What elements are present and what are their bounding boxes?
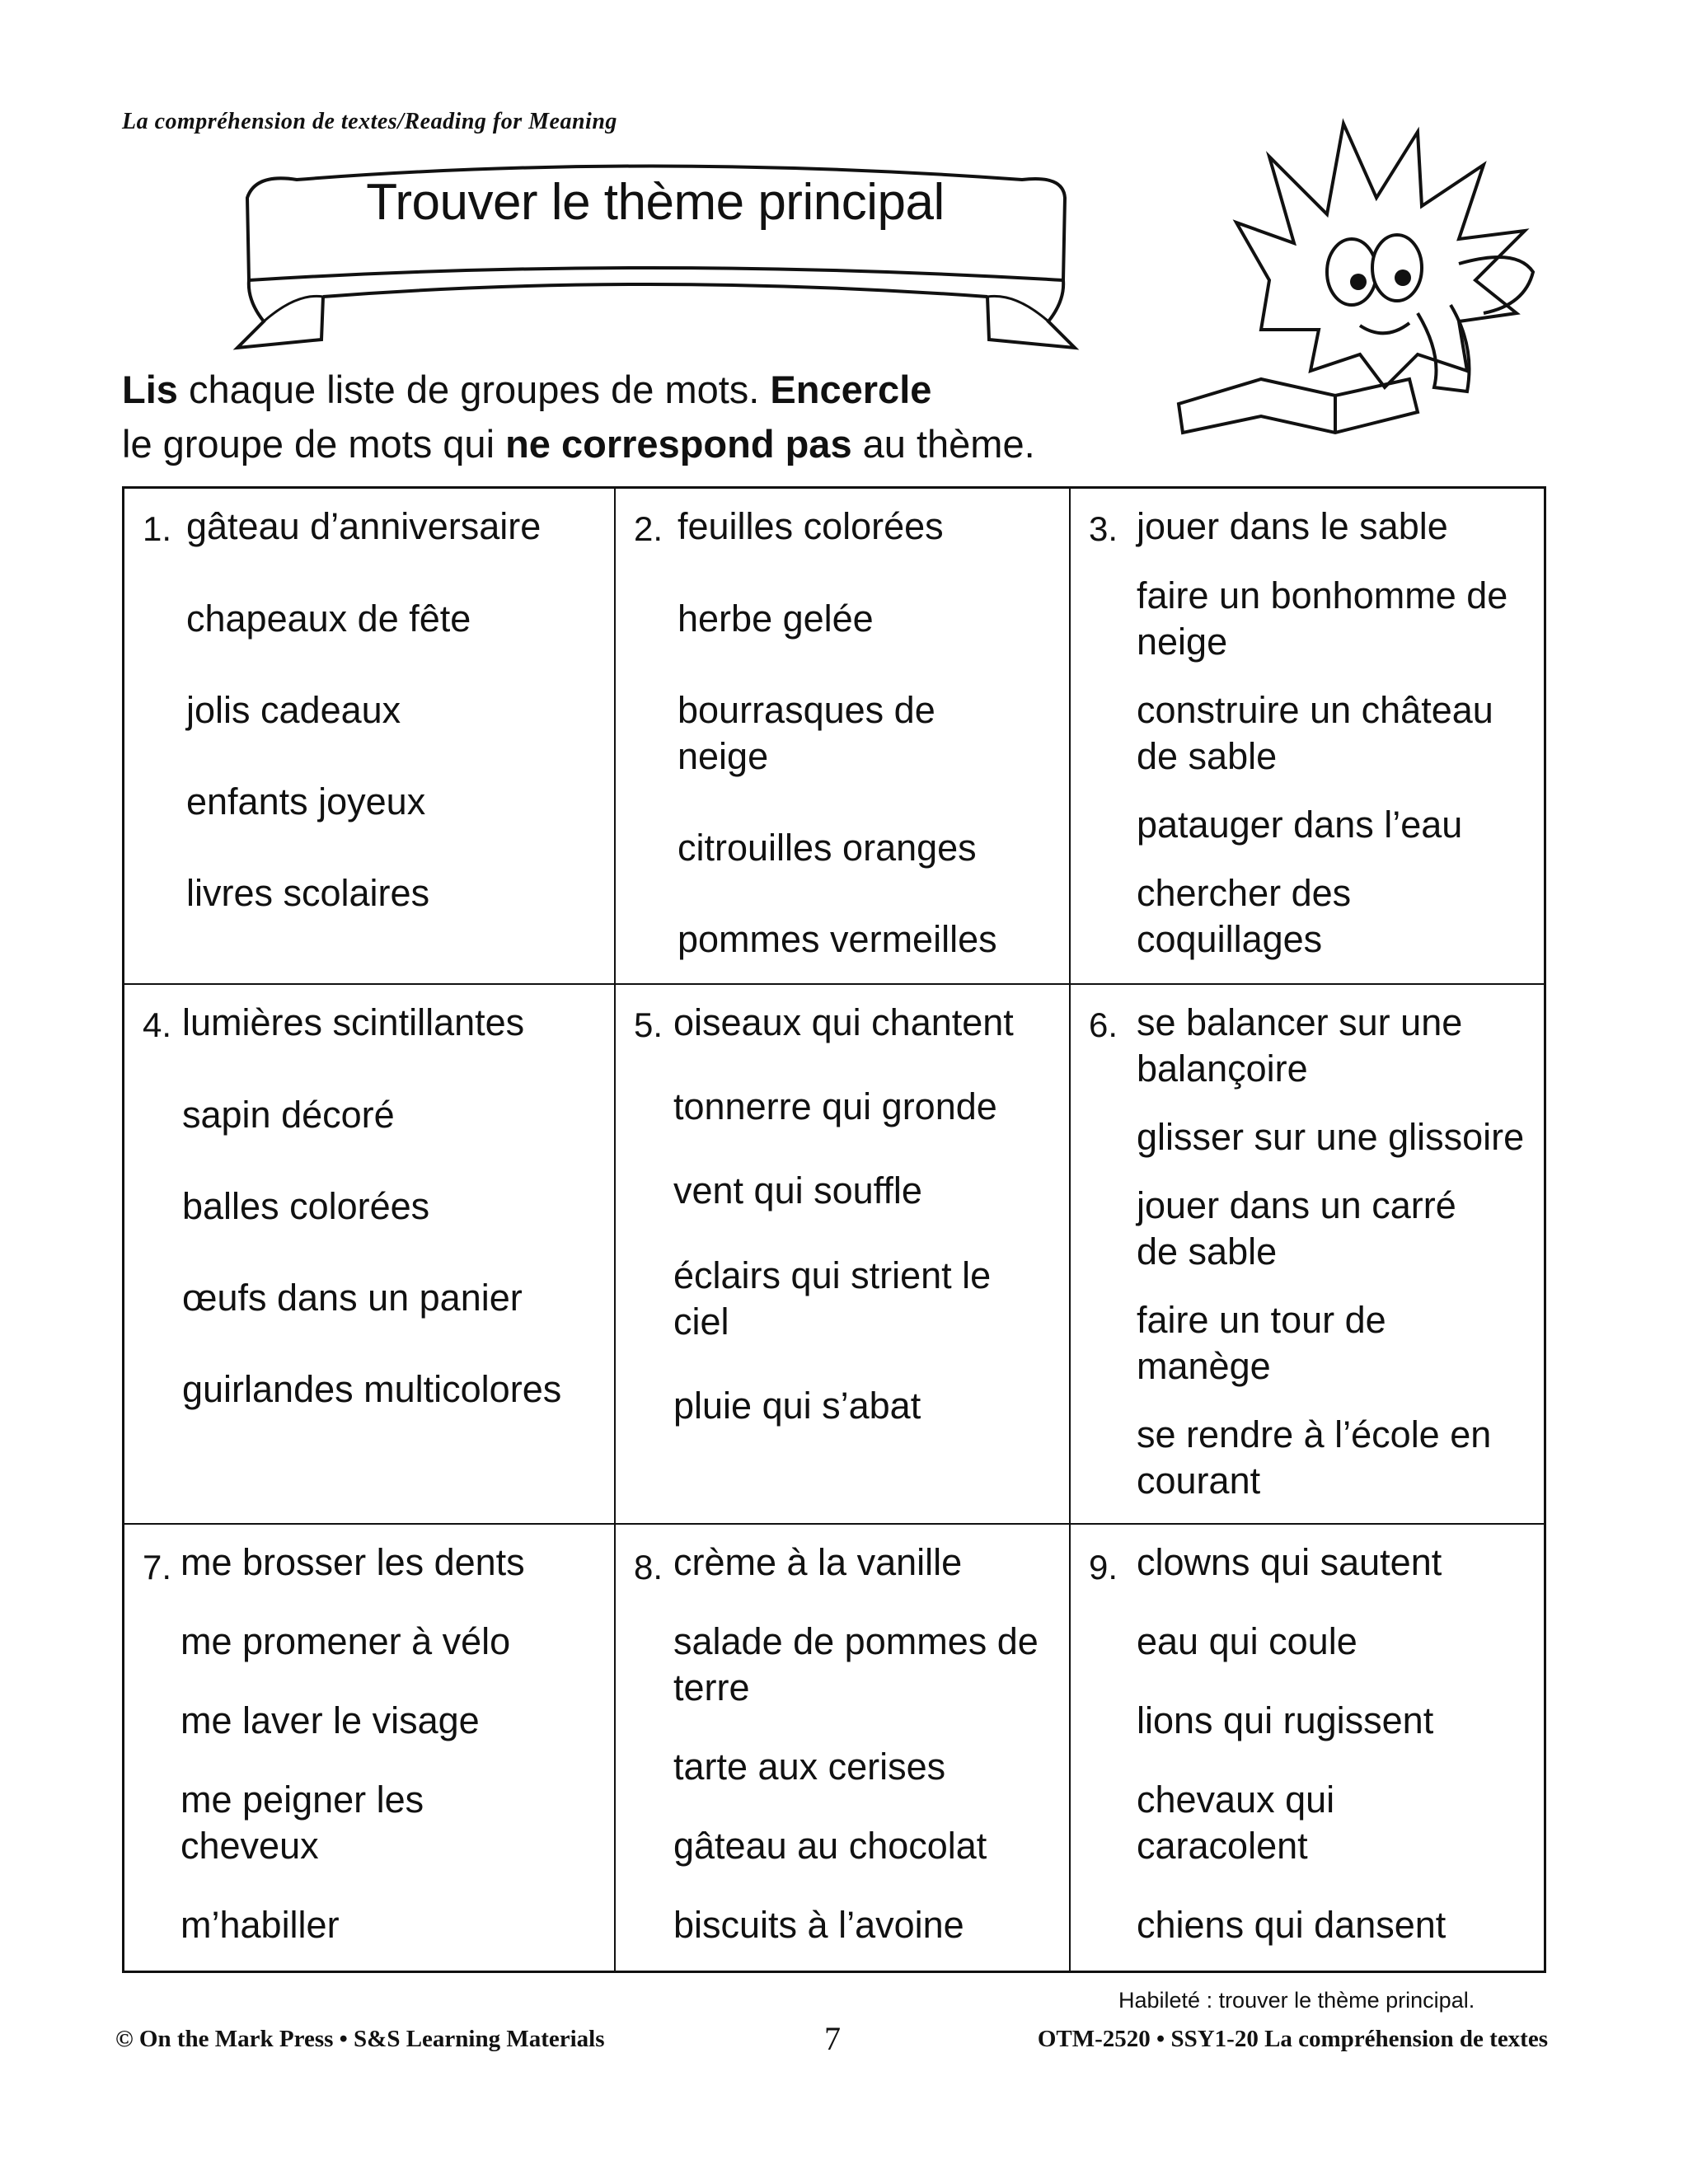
word-group[interactable]: me brosser les dents — [181, 1541, 525, 1583]
word-group[interactable]: oiseaux qui chantent — [673, 1001, 1014, 1043]
word-group[interactable]: feuilles colorées — [678, 505, 944, 547]
exercise-6: 6. se balancer sur une balançoire glisser sur une glissoire jouer dans un carré de sable faire un tour de manège se rendre à l’école en courant — [1071, 985, 1544, 1525]
word-group[interactable]: chercher des coquillages — [1137, 872, 1352, 960]
word-group[interactable]: herbe gelée — [678, 598, 874, 640]
exercise-3: 3. jouer dans le sable faire un bonhomme de neige construire un château de sable patauger dans l’eau chercher des coquillages — [1071, 489, 1544, 985]
exercise-5: 5. oiseaux qui chantent tonnerre qui gronde vent qui souffle éclairs qui strient le ciel pluie qui s’abat — [616, 985, 1071, 1525]
word-group[interactable]: bourrasques de neige — [678, 689, 935, 777]
word-group[interactable]: pommes vermeilles — [678, 918, 997, 960]
word-group[interactable]: livres scolaires — [186, 872, 430, 914]
word-group[interactable]: construire un château de sable — [1137, 689, 1493, 777]
word-group[interactable]: gâteau au chocolat — [673, 1825, 987, 1867]
word-group[interactable]: lions qui rugissent — [1137, 1699, 1434, 1741]
word-group[interactable]: chiens qui dansent — [1137, 1904, 1447, 1946]
exercise-9: 9. clowns qui sautent eau qui coule lions qui rugissent chevaux qui caracolent chiens qui dansent — [1071, 1525, 1544, 1971]
mascot-reading-icon — [1170, 107, 1566, 462]
instructions: Lis chaque liste de groupes de mots. Encercle le groupe de mots qui ne correspond pas au thème. — [122, 368, 1035, 466]
word-group[interactable]: eau qui coule — [1137, 1620, 1357, 1662]
word-group[interactable]: biscuits à l’avoine — [673, 1904, 964, 1946]
skill-note: Habileté : trouver le thème principal. — [1118, 1988, 1475, 2013]
word-group[interactable]: m’habiller — [181, 1904, 340, 1946]
word-group[interactable]: se rendre à l’école en courant — [1137, 1413, 1492, 1502]
word-group[interactable]: faire un bonhomme de neige — [1137, 574, 1508, 663]
word-group[interactable]: guirlandes multicolores — [182, 1368, 562, 1410]
copyright: © On the Mark Press • S&S Learning Materials — [115, 2026, 605, 2052]
exercise-grid — [122, 486, 1546, 1973]
word-group[interactable]: jouer dans un carré de sable — [1137, 1184, 1456, 1272]
word-group[interactable]: crème à la vanille — [673, 1541, 963, 1583]
word-group[interactable]: pluie qui s’abat — [673, 1385, 921, 1427]
exercise-1: 1. gâteau d’anniversaire chapeaux de fête jolis cadeaux enfants joyeux livres scolaires — [124, 489, 616, 985]
word-group[interactable]: œufs dans un panier — [182, 1277, 523, 1319]
exercise-4: 4. lumières scintillantes sapin décoré balles colorées œufs dans un panier guirlandes multicolores — [124, 985, 616, 1525]
page-number: 7 — [824, 2020, 841, 2057]
word-group[interactable]: glisser sur une glissoire — [1137, 1116, 1525, 1158]
word-group[interactable]: sapin décoré — [182, 1094, 395, 1136]
word-group[interactable]: citrouilles oranges — [678, 827, 977, 869]
word-group[interactable]: jolis cadeaux — [186, 689, 401, 731]
word-group[interactable]: enfants joyeux — [186, 780, 426, 823]
word-group[interactable]: me laver le visage — [181, 1699, 480, 1741]
word-group[interactable]: jouer dans le sable — [1137, 505, 1448, 547]
word-group[interactable]: chapeaux de fête — [186, 598, 471, 640]
word-group[interactable]: tonnerre qui gronde — [673, 1085, 997, 1127]
word-group[interactable]: vent qui souffle — [673, 1169, 922, 1212]
word-group[interactable]: patauger dans l’eau — [1137, 804, 1463, 846]
word-group[interactable]: clowns qui sautent — [1137, 1541, 1442, 1583]
word-group[interactable]: chevaux qui caracolent — [1137, 1779, 1335, 1867]
word-group[interactable]: me promener à vélo — [181, 1620, 511, 1662]
exercise-2: 2. feuilles colorées herbe gelée bourrasques de neige citrouilles oranges pommes vermeilles — [616, 489, 1071, 985]
word-group[interactable]: faire un tour de manège — [1137, 1299, 1386, 1387]
word-group[interactable]: tarte aux cerises — [673, 1746, 946, 1788]
word-group[interactable]: me peigner les cheveux — [181, 1779, 424, 1867]
word-group[interactable]: gâteau d’anniversaire — [186, 505, 542, 547]
word-group[interactable]: balles colorées — [182, 1185, 430, 1227]
exercise-7: 7. me brosser les dents me promener à vélo me laver le visage me peigner les cheveux m’habiller — [124, 1525, 616, 1971]
word-group[interactable]: se balancer sur une balançoire — [1137, 1001, 1463, 1090]
page-title: Trouver le thème principal — [366, 174, 945, 231]
word-group[interactable]: lumières scintillantes — [182, 1001, 525, 1043]
series-header: La compréhension de textes/Reading for Meaning — [122, 109, 617, 134]
product-code: OTM-2520 • SSY1-20 La compréhension de textes — [1037, 2026, 1548, 2052]
word-group[interactable]: éclairs qui strient le ciel — [673, 1254, 992, 1343]
word-group[interactable]: salade de pommes de terre — [673, 1620, 1039, 1708]
exercise-8: 8. crème à la vanille salade de pommes de terre tarte aux cerises gâteau au chocolat biscuits à l’avoine — [616, 1525, 1071, 1971]
